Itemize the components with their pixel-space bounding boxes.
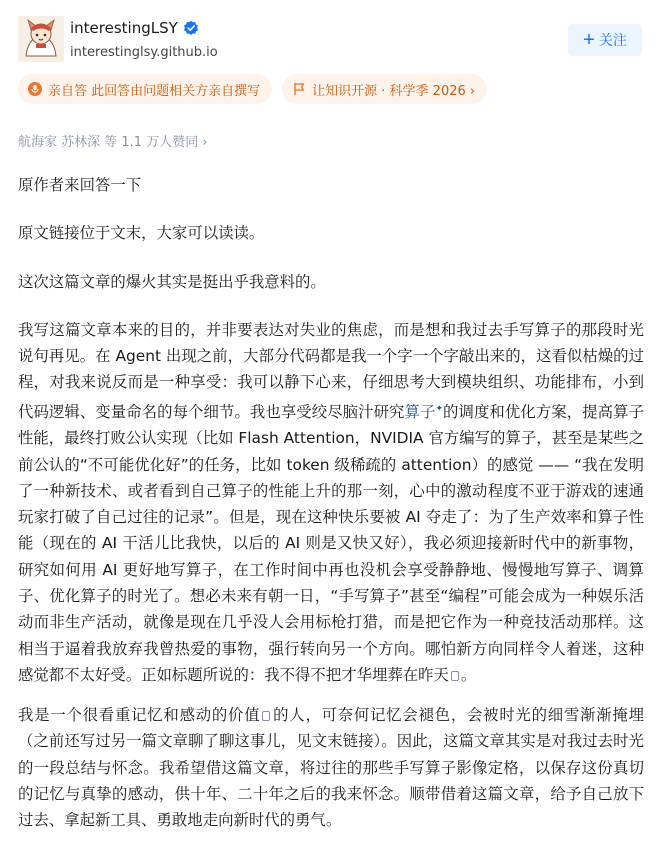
paragraph-text: 我写这篇文章本来的目的，并非要表达对失业的焦虑，而是想和我过去手写算子的那段时光说句再见。在 Agent 出现之前，大部分代码都是我一个字一个字敲出来的，这看似枯燥的过程，对我来说反而是一种享受：我可以静下心来，仔细思考大到模块组织、功能排布，小到代码逻辑、变量命名的每个细节。我也享受绞尽脑汁研究 — [18, 320, 644, 421]
paragraph-text: 的人，可奈何记忆会褪色，会被时光的细雪渐渐掩埋（之前还写过另一篇文章聊了聊这事儿，见文末链接）。因此，这篇文章其实是对我过去时光的一段总结与怀念。我希望借这篇文章，将过往的那些手写算子影像定格，以保存这份真切的记忆与真挚的感动，供十年、二十年之后的我来怀念。顺带借着这篇文章，给予自己放下过去、拿起新工具、勇敢地走向新时代的勇气。 — [18, 706, 644, 830]
footnote-icon[interactable] — [451, 671, 459, 681]
paragraph-text: 我是一个很看重记忆和感动的价值 — [18, 706, 261, 725]
avatar[interactable] — [18, 16, 64, 62]
verified-badge-icon — [183, 20, 199, 36]
author-name-row — [70, 18, 199, 38]
keyword-star-icon: ✦ — [435, 403, 443, 414]
follow-button[interactable] — [568, 24, 642, 56]
flag-icon — [292, 82, 306, 96]
microphone-icon — [28, 82, 42, 96]
author-link[interactable]: interestinglsy.github.io — [70, 45, 218, 60]
follow-label: 关注 — [598, 32, 627, 48]
open-knowledge-badge[interactable] — [282, 74, 487, 104]
keyword-link[interactable]: 算子 — [404, 402, 436, 421]
author-header — [18, 14, 642, 70]
plus-icon: + — [583, 29, 595, 51]
footnote-icon[interactable] — [262, 711, 270, 721]
avatar-illustration-icon — [18, 16, 64, 62]
self-answer-badge-text: 亲自答 此回答由问题相关方亲自撰写 — [48, 83, 261, 99]
badges-row — [18, 74, 487, 104]
open-knowledge-badge-text: 让知识开源 · 科学季 2026 › — [312, 83, 476, 99]
answer-content — [18, 172, 644, 848]
paragraph: 我写这篇文章本来的目的，并非要表达对失业的焦虑，而是想和我过去手写算子的那段时光说句再见。在 Agent 出现之前，大部分代码都是我一个字一个字敲出来的，这看似枯燥的过程，对我来说反而是一种享受：我可以静下心来，仔细思考大到模块组织、功能排布，小到代码逻辑、变量命名的每个细节。我也享受绞尽脑汁研究算子✦的调度和优化方案，提高算子性能，最终打败公认实现（比如 Flash Attention，NVIDIA 官方编写的算子，甚至是某些之前公认的“不可能优化好”的任务，比如 token 级稀疏的 attention）的感觉 —— “我在发明了一种新技术、或者看到自己算子的性能上升的那一刻，心中的激动程度不亚于游戏的速通玩家打破了自己过往的记录”。但是，现在这种快乐要被 AI 夺走了：为了生产效率和算子性能（现在的 AI 干活儿比我快，以后的 AI 则是又快又好），我必须迎接新时代中的新事物，研究如何用 AI 更好地写算子，在工作时间中再也没机会享受静静地、慢慢地写算子、调算子、优化算子的时光了。想必未来有朝一日，“手写算子”甚至“编程”可能会成为一种娱乐活动而非生产活动，就像是现在几乎没人会用标枪打猎，而是把它作为一种竞技活动那样。这相当于逼着我放弃我曾热爱的事物，强行转向另一个方向。哪怕新方向同样令人着迷，这种感觉都不太好受。正如标题所说的：我不得不把才华埋葬在昨天 。 — [18, 320, 644, 684]
self-answer-badge[interactable] — [18, 74, 272, 104]
paragraph: 这次这篇文章的爆火其实是挺出乎我意料的。 — [18, 272, 326, 291]
paragraph-text: 的调度和优化方案，提高算子性能，最终打败公认实现（比如 Flash Attention，NVIDIA 官方编写的算子，甚至是某些之前公认的“不可能优化好”的任务，比如 token 级稀疏的 attention）的感觉 —— “我在发明了一种新技术、或者看到自己算子的性能上升的那一刻，心中的激动程度不亚于游戏的速通玩家打破了自己过往的记录”。但是，现在这种快乐要被 AI 夺走了：为了生产效率和算子性能（现在的 AI 干活儿比我快，以后的 AI 则是又快又好），我必须迎接新时代中的新事物，研究如何用 AI 更好地写算子，在工作时间中再也没机会享受静静地、慢慢地写算子、调算子、优化算子的时光了。想必未来有朝一日，“手写算子”甚至“编程”可能会成为一种娱乐活动而非生产活动，就像是现在几乎没人会用标枪打猎，而是把它作为一种竞技活动那样。这相当于逼着我放弃我曾热爱的事物，强行转向另一个方向。哪怕新方向同样令人着迷，这种感觉都不太好受。正如标题所说的：我不得不把才华埋葬在昨天 — [18, 402, 644, 684]
paragraph: 原作者来回答一下 — [18, 176, 142, 194]
author-name[interactable]: interestingLSY — [70, 19, 178, 37]
paragraph: 原文链接位于文末，大家可以读读。 — [18, 224, 265, 243]
vote-summary[interactable]: 航海家 苏林深 等 1.1 万人赞同 › — [18, 135, 208, 150]
paragraph — [18, 702, 644, 833]
